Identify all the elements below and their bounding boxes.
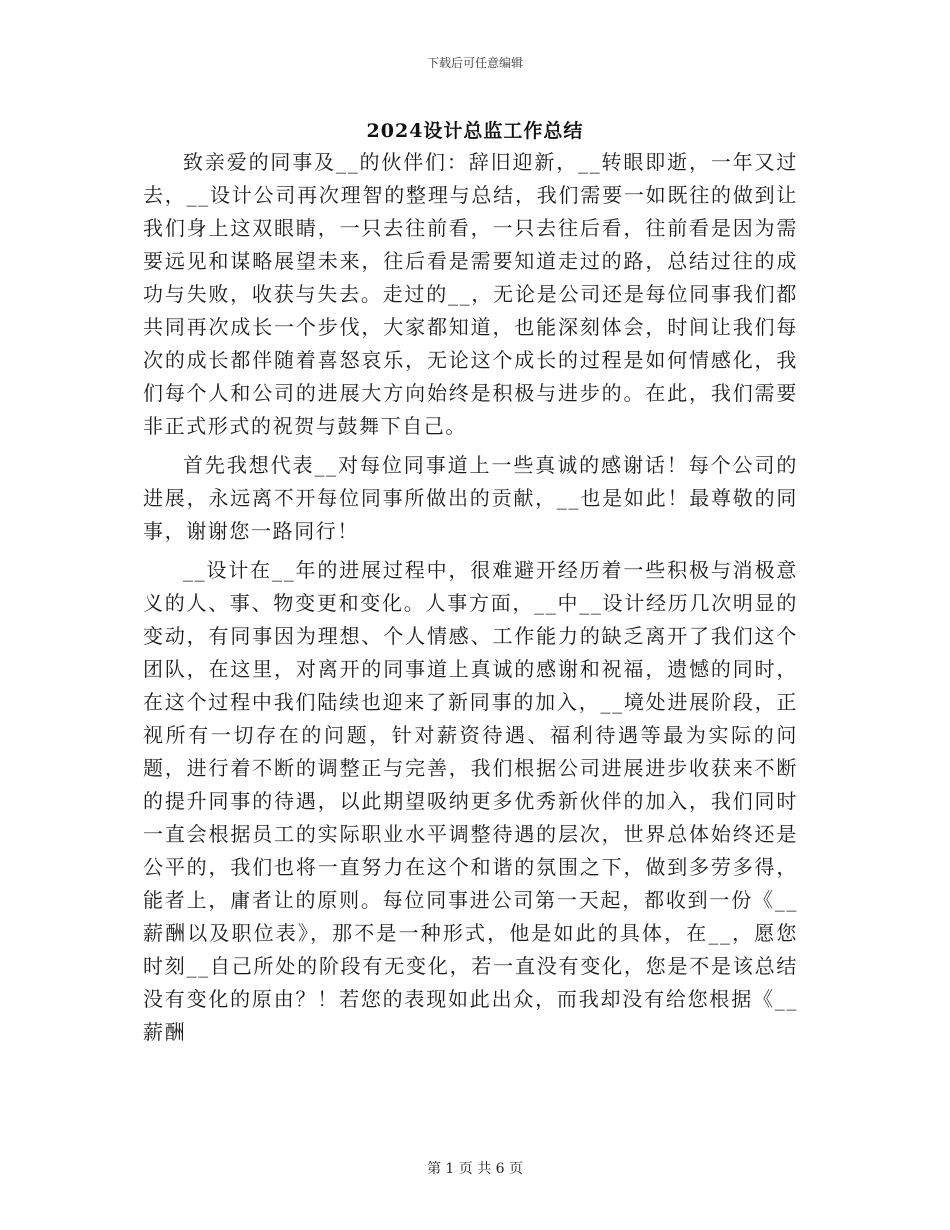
document-body bbox=[143, 146, 798, 1055]
header-note: 下载后可任意编辑 bbox=[426, 56, 523, 70]
document-title: 2024设计总监工作总结 bbox=[366, 120, 584, 142]
paragraph-greeting: 致亲爱的同事及__的伙伴们：辞旧迎新，__转眼即逝，一年又过去，__设计公司再次理智的整理与总结，我们需要一如既往的做到让我们身上这双眼睛，一只去往前看，一只去往后看，往前看是因为需要远见和谋略展望未来，往后看是需要知道走过的路，总结过往的成功与失败，收获与失去。走过的__，无论是公司还是每位同事我们都共同再次成长一个步伐，大家都知道，也能深刻体会，时间让我们每次的成长都伴随着喜怒哀乐，无论这个成长的过程是如何情感化，我们每个人和公司的进展大方向始终是积极与进步的。在此，我们需要非正式形式的祝贺与鼓舞下自己。 bbox=[143, 150, 798, 438]
paragraph-progress: __设计在__年的进展过程中，很难避开经历着一些积极与消极意义的人、事、物变更和变化。人事方面，__中__设计经历几次明显的变动，有同事因为理想、个人情感、工作能力的缺乏离开了我们这个团队，在这里，对离开的同事道上真诚的感谢和祝福，遗憾的同时，在这个过程中我们陆续也迎来了新同事的加入，__境处进展阶段，正视所有一切存在的问题，针对薪资待遇、福利待遇等最为实际的问题，进行着不断的调整正与完善，我们根据公司进展进步收获来不断的提升同事的待遇，以此期望吸纳更多优秀新伙伴的加入，我们同时一直会根据员工的实际职业水平调整待遇的层次，世界总体始终还是公平的，我们也将一直努力在这个和谐的氛围之下，做到多劳多得，能者上，庸者让的原则。每位同事进公司第一天起，都收到一份《__薪酬以及职位表》，那不是一种形式，他是如此的具体，在__，愿您时刻__自己所处的阶段有无变化，若一直没有变化，您是不是该总结没有变化的原由？！若您的表现如此出众，而我却没有给您根据《__薪酬 bbox=[143, 558, 798, 1044]
page-number: 第 1 页 共 6 页 bbox=[426, 1161, 524, 1177]
paragraph-thanks: 首先我想代表__对每位同事道上一些真诚的感谢话！每个公司的进展，永远离不开每位同事所做出的贡献，__也是如此！最尊敬的同事，谢谢您一路同行！ bbox=[143, 453, 798, 543]
